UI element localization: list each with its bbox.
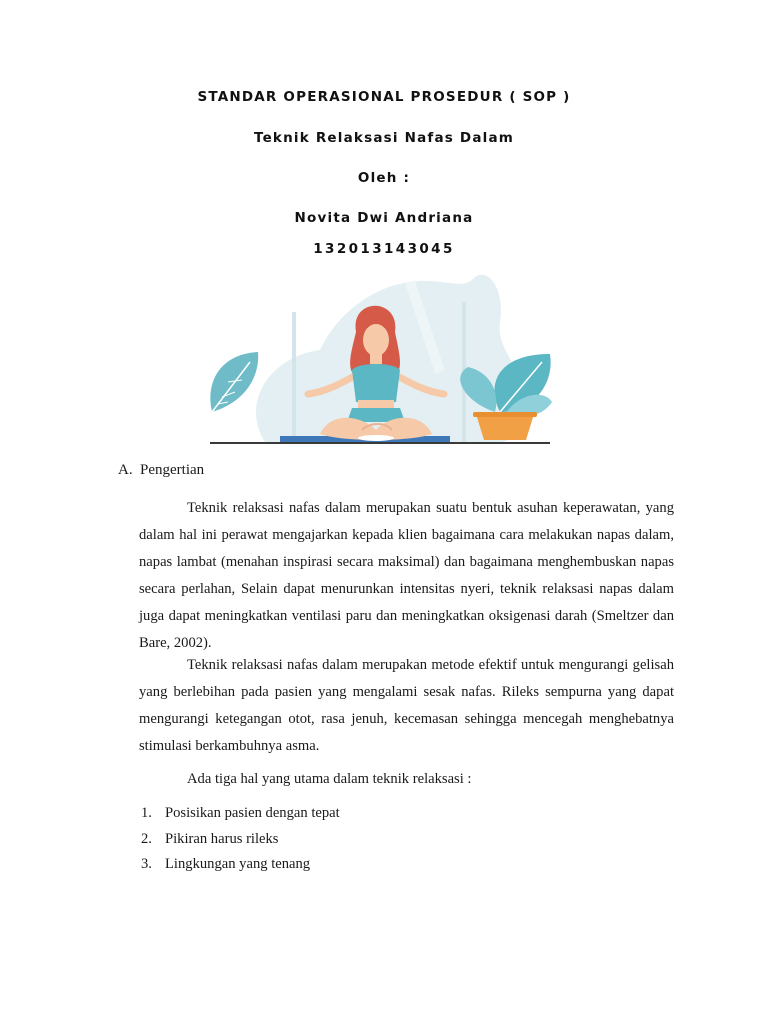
paragraph-definition: Teknik relaksasi nafas dalam merupakan suatu bentuk asuhan keperawatan, yang dalam hal ini perawat mengajarkan kepada klien bagaimana cara melakukan napas dalam, napas lambat (menahan inspirasi secara maksimal) dan bagaimana menghembuskan napas secara perlahan, Selain dapat menurunkan intensitas nyeri, teknik relaksasi napas dalam juga dapat meningkatkan ventilasi paru dan meningkatkan oksigenasi darah (Smeltzer dan Bare, 2002). xyxy=(139,500,674,651)
list-item: 3. Lingkungan yang tenang xyxy=(141,856,311,872)
document-subtitle: Teknik Relaksasi Nafas Dalam xyxy=(253,130,515,146)
section-heading xyxy=(118,462,204,479)
author-name: Novita Dwi Andriana xyxy=(294,210,474,226)
list-item: 2. Pikiran harus rileks xyxy=(141,830,279,847)
meditation-illustration-icon xyxy=(200,262,560,448)
relaxation-list xyxy=(141,801,340,878)
by-label: Oleh : xyxy=(357,170,411,186)
list-item: 1. Posisikan pasien dengan tepat xyxy=(141,805,340,821)
document-title: STANDAR OPERASIONAL PROSEDUR ( SOP ) xyxy=(197,89,571,105)
paragraph-list-intro: Ada tiga hal yang utama dalam teknik relaksasi : xyxy=(187,771,472,787)
student-id: 132013143045 xyxy=(313,241,455,257)
section-label: A. xyxy=(118,462,133,478)
section-title: Pengertian xyxy=(140,462,205,478)
paragraph-method: Teknik relaksasi nafas dalam merupakan metode efektif untuk mengurangi gelisah yang berlebihan pada pasien yang mengalami sesak nafas. Rileks sempurna yang dapat mengurangi ketegangan otot, rasa jenuh, kecemasan sehingga mencegah menghebatnya stimulasi berkambuhnya asma. xyxy=(139,657,674,754)
